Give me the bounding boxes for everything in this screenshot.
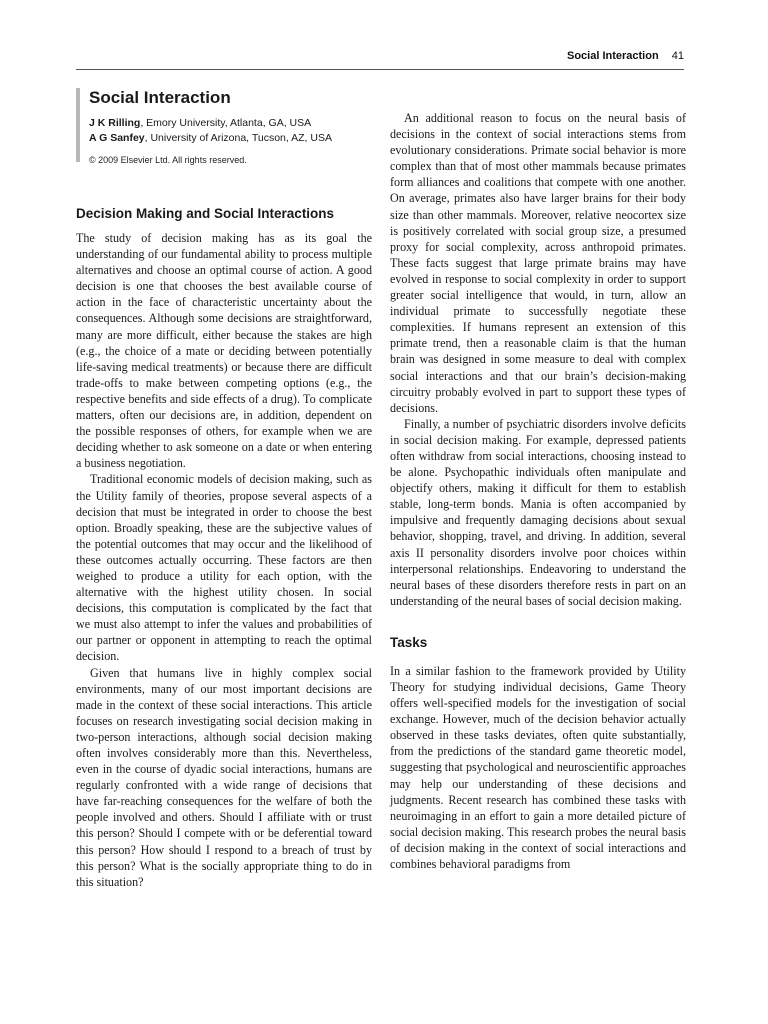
body-paragraph: Given that humans live in highly complex social environments, many of our most important decisions are made in the context of these social interactions. This article focuses on research investigating social decision making in two-person interactions, although social decision making often involves considerably more than this. Nevertheless, even in the course of dyadic social interactions, humans are regularly confronted with a wide range of decisions that have far-reaching consequences for the welfare of both the people involved and others. Should I affiliate with or trust this person? Should I compete with or be deferential toward this person? How should I respond to a breach of trust by this person? What is the socially appropriate thing to do in this situation? (76, 665, 372, 889)
author-name: A G Sanfey (89, 132, 145, 144)
body-paragraph: Finally, a number of psychiatric disorders involve deficits in social decision making. For example, depressed patients often withdraw from social interactions, choosing instead to be alone. Psychopathic individuals often manipulate and objectify others, making it difficult for them to establish stable, long-term bonds. Mania is often accompanied by impulsive and frequently damaging decisions about sexual behavior, shopping, travel, and driving. In addition, several axis II personality disorders involve poor choices within interpersonal relationships. Endeavoring to understand the neural bases of these disorders therefore rests in part on an understanding of the neural bases of social decision making. (390, 416, 686, 608)
author-affiliation: , Emory University, Atlanta, GA, USA (140, 117, 312, 129)
right-column (390, 110, 686, 872)
running-head-title: Social Interaction (566, 50, 659, 62)
section-heading-tasks: Tasks (390, 634, 428, 650)
running-head (567, 50, 684, 62)
body-paragraph: An additional reason to focus on the neural basis of decisions in the context of social interactions stems from evolutionary considerations. Primate social behavior is more complex than that of most other mammals because primates form alliances and coalitions that compete with one another. On average, primates also have larger brains for their body size than other mammals. Moreover, relative neocortex size is positively correlated with social group size, a presumed proxy for social complexity, across anthropoid primates. These facts suggest that large primate brains may have evolved in response to social complexity in order to support greater social intelligence that would, in turn, allow an individual primate to successfully negotiate these complexities. If humans represent an extension of this primate trend, then a reasonable claim is that the human brain was designed in some measure to deal with complex social interactions and that our brain’s decision-making circuitry probably evolved in part to support these types of decisions. (390, 111, 686, 415)
article-header (76, 88, 376, 165)
article-title: Social Interaction (89, 88, 231, 107)
author-line (89, 116, 376, 131)
section-heading-decision-making: Decision Making and Social Interactions (76, 206, 335, 221)
left-column (76, 230, 372, 890)
author-name: J K Rilling (89, 117, 141, 129)
body-paragraph: Traditional economic models of decision making, such as the Utility family of theories, propose several aspects of a decision that must be integrated in order to choose the best option. Broadly speaking, these are the subjective values of the potential outcomes that may occur and the likelihood of these outcomes actually occurring. These factors are then weighed to produce a utility for each option, with the alternative with the highest utility chosen. In social decisions, this computation is complicated by the fact that we must also attempt to infer the values and probabilities of our partner or opponent in attempting to reach the optimal decision. (76, 472, 372, 664)
author-line (89, 131, 376, 146)
body-paragraph: In a similar fashion to the framework provided by Utility Theory for studying individual decisions, Game Theory offers well-specified models for the investigation of social exchange. However, much of the decision behavior actually observed in these tasks deviates, often quite substantially, from the predictions of the standard game theoretic model, suggesting that psychological and neuroscientific approaches may help our understanding of these decisions and judgments. Recent research has combined these tasks with neuroimaging in an effort to gain a more detailed picture of social decision making. This research probes the neural basis of decision making in the context of social interactions and combines behavioral paradigms from (390, 663, 686, 872)
page-number: 41 (671, 50, 684, 62)
body-paragraph: The study of decision making has as its goal the understanding of our fundamental ability to process multiple alternatives and choose an optimal course of action. A good decision is one that chooses the best available course of action in the face of characteristic uncertainty about the consequences. Although some decisions are straightforward, many are more difficult, either because the stakes are high (e.g., the choice of a mate or deciding between potentially life-saving medical treatments) or because there are difficult trade-offs to make between competing options (e.g., the respective benefits and side effects of a drug). To complicate matters, often our decisions are, in addition, dependent on the possible responses of others, for example when we are deciding whether to ask someone on a date or when entering a business negotiation. (76, 231, 372, 471)
copyright-notice: © 2009 Elsevier Ltd. All rights reserved. (89, 155, 247, 165)
header-divider (76, 69, 684, 70)
author-affiliation: , University of Arizona, Tucson, AZ, USA (144, 132, 332, 144)
